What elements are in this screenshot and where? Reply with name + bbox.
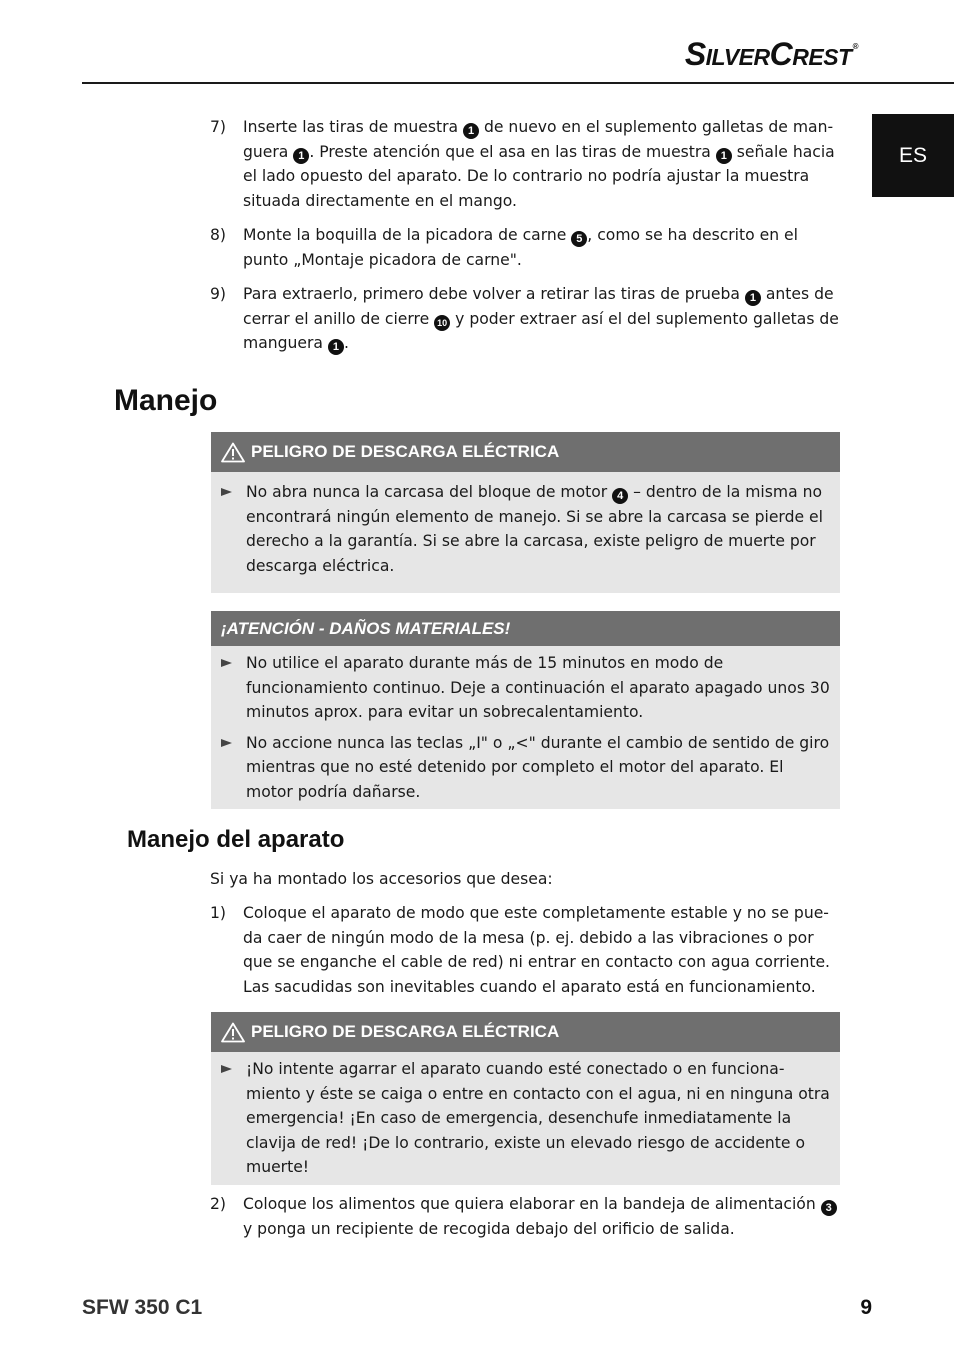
- step-text: Inserte las tiras de muestra 1 de nuevo en el suplemento galletas de man-guera 1 . Preste atención que el asa en las tiras de muestra 1 señale hacia el lado opuesto del aparato. De lo contrario no podría ajustar la muestra situada directamente en el mango.: [243, 118, 835, 210]
- language-tab: ES: [872, 114, 954, 197]
- step-2: [210, 1192, 842, 1241]
- warning-title: PELIGRO DE DESCARGA ELÉCTRICA: [251, 1022, 560, 1041]
- ref-number-icon: 4: [612, 488, 628, 504]
- warning-triangle-icon: [221, 1022, 245, 1043]
- warning-box-electric: [211, 1012, 840, 1185]
- step-text: Para extraerlo, primero debe volver a retirar las tiras de prueba 1 antes de cerrar el anillo de cierre 10 y poder extraer así el del suplemento galletas de manguera 1 .: [243, 285, 839, 354]
- warning-bullet: No abra nunca la carcasa del bloque de motor 4 – dentro de la misma no encontrará ningún elemento de manejo. Si se abre la carcasa se pierde el derecho a la garantía. Si se abre la carcasa, existe peligro de muerte por descarga eléctrica.: [211, 480, 840, 578]
- step-text: Coloque los alimentos que quiera elaborar en la bandeja de alimentación 3 y ponga un recipiente de recogida debajo del orificio de salida.: [243, 1192, 842, 1241]
- warning-triangle-icon: [221, 442, 245, 463]
- intro-text: Si ya ha montado los accesorios que desea:: [210, 870, 553, 888]
- warning-header: [211, 1012, 840, 1052]
- ref-number-icon: 5: [571, 231, 587, 247]
- ref-number-icon: 1: [293, 148, 309, 164]
- attention-bullet: No utilice el aparato durante más de 15 minutos en modo de funcionamiento continuo. Deje a continuación el aparato apagado unos 30 minutos aprox. para evitar un sobrecalentamiento.: [211, 651, 840, 725]
- ref-number-icon: 3: [821, 1200, 837, 1216]
- bullet-arrow-icon: [221, 1065, 232, 1073]
- warning-header: [211, 432, 840, 472]
- bullet-arrow-icon: [221, 659, 232, 667]
- step-number: 1): [210, 904, 227, 922]
- ref-number-icon: 1: [463, 123, 479, 139]
- header-rule: [82, 82, 954, 84]
- warning-bullet: ¡No intente agarrar el aparato cuando esté conectado o en funciona-miento y éste se caiga o entre en contacto con el agua, ni en ninguna otra emergencia! ¡En caso de emergencia, desenchufe inmediatamente la clavija de red! ¡De lo contrario, existe un elevado riesgo de accidente o muerte!: [211, 1057, 840, 1180]
- ref-number-icon: 1: [745, 290, 761, 306]
- step-1: [210, 901, 842, 999]
- step-text: Coloque el aparato de modo que este completamente estable y no se pue-da caer de ningún modo de la mesa (p. ej. debido a las vibraciones o por que se enganche el cable de red) ni entrar en contacto con agua corriente. Las sacudidas son inevitables cuando el aparato está en funcionamiento.: [243, 904, 830, 996]
- bullet-arrow-icon: [221, 739, 232, 747]
- warning-box-electric: [211, 432, 840, 593]
- section-title: Manejo: [114, 384, 218, 417]
- warning-title: PELIGRO DE DESCARGA ELÉCTRICA: [251, 442, 560, 461]
- step-9: [210, 282, 842, 356]
- step-8: [210, 223, 842, 272]
- step-number: 9): [210, 285, 227, 303]
- attention-box: [211, 611, 840, 809]
- attention-title: ¡ATENCIÓN - DAÑOS MATERIALES!: [221, 618, 511, 638]
- step-text: Monte la boquilla de la picadora de carne 5 , como se ha descrito en el punto „Montaje picadora de carne".: [243, 226, 798, 269]
- step-number: 8): [210, 226, 227, 244]
- footer-model: SFW 350 C1: [82, 1296, 203, 1319]
- ref-number-icon: 1: [328, 339, 344, 355]
- step-7: [210, 115, 842, 213]
- ref-number-icon: 1: [716, 148, 732, 164]
- attention-header: [211, 611, 840, 646]
- step-number: 7): [210, 118, 227, 136]
- subsection-title: Manejo del aparato: [127, 826, 345, 853]
- attention-bullet: No accione nunca las teclas „I" o „<" durante el cambio de sentido de giro mientras que no esté detenido por completo el motor del aparato. El motor podría dañarse.: [211, 731, 840, 805]
- brand-logo: SILVERCREST®: [684, 36, 858, 72]
- ref-number-icon: 10: [434, 315, 450, 331]
- step-number: 2): [210, 1195, 227, 1213]
- bullet-arrow-icon: [221, 488, 232, 496]
- page-number: 9: [860, 1296, 872, 1319]
